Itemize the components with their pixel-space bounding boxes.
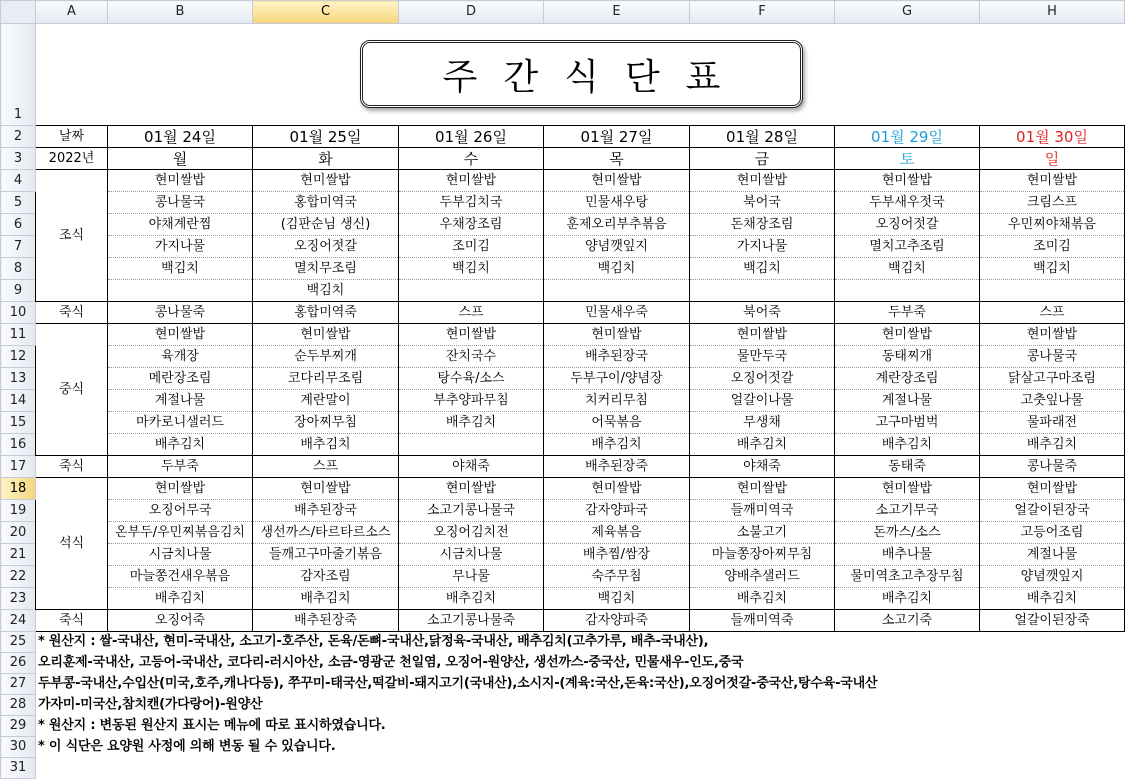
column-header-D[interactable]: D bbox=[399, 1, 544, 24]
porridge-cell[interactable]: 스프 bbox=[980, 302, 1125, 324]
menu-cell[interactable] bbox=[399, 434, 544, 456]
porridge-cell[interactable]: 콩나물죽 bbox=[980, 456, 1125, 478]
date-cell[interactable]: 01월 26일 bbox=[399, 126, 544, 148]
porridge-cell[interactable]: 두부죽 bbox=[835, 302, 980, 324]
menu-cell[interactable]: 배추김치 bbox=[108, 588, 253, 610]
porridge-cell[interactable]: 소고기죽 bbox=[835, 610, 980, 632]
row-header-26[interactable]: 26 bbox=[1, 653, 36, 674]
menu-cell[interactable]: 오징어무국 bbox=[108, 500, 253, 522]
column-header-F[interactable]: F bbox=[690, 1, 835, 24]
page-title: 주간식단표 bbox=[442, 56, 747, 98]
weekday-cell[interactable]: 월 bbox=[108, 148, 253, 170]
row-header-15[interactable]: 15 bbox=[1, 412, 36, 434]
menu-cell[interactable]: 배추김치 bbox=[399, 412, 544, 434]
menu-cell[interactable]: 감자양파국 bbox=[544, 500, 690, 522]
menu-cell[interactable]: 얼갈이된장국 bbox=[980, 500, 1125, 522]
column-header-B[interactable]: B bbox=[108, 1, 253, 24]
menu-cell[interactable]: 현미쌀밥 bbox=[544, 478, 690, 500]
menu-cell[interactable]: 현미쌀밥 bbox=[835, 170, 980, 192]
porridge-cell[interactable]: 야채죽 bbox=[690, 456, 835, 478]
menu-cell[interactable]: 육개장 bbox=[108, 346, 253, 368]
row-header-28[interactable]: 28 bbox=[1, 695, 36, 716]
date-cell[interactable]: 01월 30일 bbox=[980, 126, 1125, 148]
menu-cell[interactable]: 닭살고구마조림 bbox=[980, 368, 1125, 390]
menu-cell[interactable]: 멸치무조림 bbox=[253, 258, 399, 280]
menu-cell[interactable]: 소고기콩나물국 bbox=[399, 500, 544, 522]
row-header-3[interactable]: 3 bbox=[1, 148, 36, 170]
row-header-11[interactable]: 11 bbox=[1, 324, 36, 346]
menu-cell[interactable]: 양념깻잎지 bbox=[544, 236, 690, 258]
menu-cell[interactable]: 북어국 bbox=[690, 192, 835, 214]
date-cell[interactable]: 01월 29일 bbox=[835, 126, 980, 148]
title-box bbox=[360, 40, 803, 108]
menu-cell[interactable]: 현미쌀밥 bbox=[690, 324, 835, 346]
menu-cell[interactable] bbox=[108, 280, 253, 302]
menu-cell[interactable]: 백김치 bbox=[690, 258, 835, 280]
menu-cell[interactable]: 양념깻잎지 bbox=[980, 566, 1125, 588]
menu-cell[interactable]: 코다리무조림 bbox=[253, 368, 399, 390]
menu-cell[interactable]: 고등어조림 bbox=[980, 522, 1125, 544]
menu-cell[interactable]: 현미쌀밥 bbox=[399, 324, 544, 346]
menu-cell[interactable]: 현미쌀밥 bbox=[108, 478, 253, 500]
select-all-corner[interactable] bbox=[1, 1, 36, 24]
menu-cell[interactable]: 야채계란찜 bbox=[108, 214, 253, 236]
row-header-31[interactable]: 31 bbox=[1, 758, 36, 779]
menu-cell[interactable]: 어묵볶음 bbox=[544, 412, 690, 434]
row-header-1[interactable]: 1 bbox=[1, 24, 36, 126]
weekday-cell[interactable]: 토 bbox=[835, 148, 980, 170]
menu-cell[interactable]: 고춧잎나물 bbox=[980, 390, 1125, 412]
menu-cell[interactable]: 감자조림 bbox=[253, 566, 399, 588]
menu-cell[interactable] bbox=[690, 280, 835, 302]
row-header-22[interactable]: 22 bbox=[1, 566, 36, 588]
menu-cell[interactable]: 백김치 bbox=[253, 280, 399, 302]
menu-cell[interactable]: 치커리무침 bbox=[544, 390, 690, 412]
menu-cell[interactable]: 배추김치 bbox=[690, 434, 835, 456]
menu-cell[interactable]: 배추된장국 bbox=[253, 500, 399, 522]
row-header-30[interactable]: 30 bbox=[1, 737, 36, 758]
menu-cell[interactable]: 배추나물 bbox=[835, 544, 980, 566]
menu-cell[interactable] bbox=[544, 280, 690, 302]
menu-cell[interactable]: 백김치 bbox=[544, 258, 690, 280]
row-header-27[interactable]: 27 bbox=[1, 674, 36, 695]
menu-cell[interactable]: 현미쌀밥 bbox=[835, 478, 980, 500]
menu-cell[interactable]: 백김치 bbox=[399, 258, 544, 280]
porridge-cell[interactable]: 야채죽 bbox=[399, 456, 544, 478]
menu-cell[interactable]: 조미김 bbox=[980, 236, 1125, 258]
menu-cell[interactable]: 가지나물 bbox=[690, 236, 835, 258]
menu-cell[interactable]: 멸치고추조림 bbox=[835, 236, 980, 258]
porridge-cell[interactable]: 얼갈이된장죽 bbox=[980, 610, 1125, 632]
menu-cell[interactable]: 잔치국수 bbox=[399, 346, 544, 368]
menu-cell[interactable]: 현미쌀밥 bbox=[253, 324, 399, 346]
meal-label-lunch[interactable]: 중식 bbox=[36, 324, 108, 456]
menu-cell[interactable]: 양배추샐러드 bbox=[690, 566, 835, 588]
porridge-cell[interactable]: 동태죽 bbox=[835, 456, 980, 478]
menu-cell[interactable]: 조미김 bbox=[399, 236, 544, 258]
menu-cell[interactable]: 두부새우젓국 bbox=[835, 192, 980, 214]
menu-cell[interactable]: 메란장조림 bbox=[108, 368, 253, 390]
porridge-cell[interactable]: 들깨미역죽 bbox=[690, 610, 835, 632]
meal-label-breakfast[interactable]: 조식 bbox=[36, 170, 108, 302]
porridge-cell[interactable]: 배추된장죽 bbox=[544, 456, 690, 478]
menu-cell[interactable]: 현미쌀밥 bbox=[108, 170, 253, 192]
menu-cell[interactable]: 현미쌀밥 bbox=[980, 170, 1125, 192]
menu-cell[interactable]: 배추김치 bbox=[544, 434, 690, 456]
porridge-cell[interactable]: 스프 bbox=[253, 456, 399, 478]
menu-cell[interactable]: 배추김치 bbox=[980, 588, 1125, 610]
menu-cell[interactable]: 훈제오리부추볶음 bbox=[544, 214, 690, 236]
menu-cell[interactable]: 동태찌개 bbox=[835, 346, 980, 368]
column-header-H[interactable]: H bbox=[980, 1, 1125, 24]
date-label-cell[interactable]: 날짜 bbox=[36, 126, 108, 148]
row-header-4[interactable]: 4 bbox=[1, 170, 36, 192]
menu-cell[interactable]: 현미쌀밥 bbox=[544, 170, 690, 192]
menu-cell[interactable]: 백김치 bbox=[980, 258, 1125, 280]
row-header-23[interactable]: 23 bbox=[1, 588, 36, 610]
row-header-18[interactable]: 18 bbox=[1, 478, 36, 500]
menu-cell[interactable]: 마늘쫑건새우볶음 bbox=[108, 566, 253, 588]
menu-cell[interactable]: 민물새우탕 bbox=[544, 192, 690, 214]
row-header-8[interactable]: 8 bbox=[1, 258, 36, 280]
menu-cell[interactable] bbox=[980, 280, 1125, 302]
row-header-19[interactable]: 19 bbox=[1, 500, 36, 522]
menu-cell[interactable]: 계절나물 bbox=[980, 544, 1125, 566]
meal-label-porridge1[interactable]: 죽식 bbox=[36, 302, 108, 324]
origin-note-line[interactable]: 오리훈제-국내산, 고등어-국내산, 코다리-러시아산, 소금-영광군 천일염, 오징어-원양산, 생선까스-중국산, 민물새우-인도,중국 bbox=[38, 655, 744, 670]
meal-label-porridge2[interactable]: 죽식 bbox=[36, 456, 108, 478]
meal-label-dinner[interactable]: 석식 bbox=[36, 478, 108, 610]
menu-cell[interactable]: 배추김치 bbox=[108, 434, 253, 456]
row-header-29[interactable]: 29 bbox=[1, 716, 36, 737]
menu-cell[interactable]: 마카로니샐러드 bbox=[108, 412, 253, 434]
menu-cell[interactable]: 홍합미역국 bbox=[253, 192, 399, 214]
column-header-C[interactable]: C bbox=[253, 1, 399, 24]
menu-cell[interactable]: (김판순님 생신) bbox=[253, 214, 399, 236]
menu-cell[interactable]: 소고기무국 bbox=[835, 500, 980, 522]
menu-cell[interactable]: 돈채장조림 bbox=[690, 214, 835, 236]
row-header-9[interactable]: 9 bbox=[1, 280, 36, 302]
menu-cell[interactable]: 배추김치 bbox=[399, 588, 544, 610]
menu-cell[interactable]: 현미쌀밥 bbox=[980, 478, 1125, 500]
menu-cell[interactable]: 무생채 bbox=[690, 412, 835, 434]
menu-cell[interactable]: 장아찌무침 bbox=[253, 412, 399, 434]
porridge-cell[interactable]: 민물새우죽 bbox=[544, 302, 690, 324]
row-header-25[interactable]: 25 bbox=[1, 632, 36, 653]
menu-cell[interactable]: 현미쌀밥 bbox=[399, 170, 544, 192]
date-cell[interactable]: 01월 27일 bbox=[544, 126, 690, 148]
column-header-G[interactable]: G bbox=[835, 1, 980, 24]
origin-note-line[interactable]: * 원산지 : 쌀-국내산, 현미-국내산, 소고기-호주산, 돈육/돈뼈-국내산,닭정육-국내산, 배추김치(고추가루, 배추-국내산), bbox=[38, 634, 709, 650]
menu-cell[interactable]: 현미쌀밥 bbox=[253, 170, 399, 192]
menu-cell[interactable]: 물미역초고추장무침 bbox=[835, 566, 980, 588]
row-header-10[interactable]: 10 bbox=[1, 302, 36, 324]
row-header-12[interactable]: 12 bbox=[1, 346, 36, 368]
menu-cell[interactable]: 오징어젓갈 bbox=[835, 214, 980, 236]
column-header-A[interactable]: A bbox=[36, 1, 108, 24]
menu-cell[interactable]: 백김치 bbox=[544, 588, 690, 610]
menu-cell[interactable]: 탕수육/소스 bbox=[399, 368, 544, 390]
porridge-cell[interactable]: 두부죽 bbox=[108, 456, 253, 478]
menu-cell[interactable]: 돈까스/소스 bbox=[835, 522, 980, 544]
row-header-17[interactable]: 17 bbox=[1, 456, 36, 478]
porridge-cell[interactable]: 배추된장죽 bbox=[253, 610, 399, 632]
row-header-2[interactable]: 2 bbox=[1, 126, 36, 148]
origin-note-line[interactable]: 가자미-미국산,참치캔(가다랑어)-원양산 bbox=[38, 697, 263, 712]
menu-cell[interactable] bbox=[835, 280, 980, 302]
menu-cell[interactable]: 두부구이/양념장 bbox=[544, 368, 690, 390]
menu-cell[interactable]: 배추김치 bbox=[253, 434, 399, 456]
weekday-cell[interactable]: 목 bbox=[544, 148, 690, 170]
menu-cell[interactable]: 현미쌀밥 bbox=[399, 478, 544, 500]
menu-cell[interactable]: 시금치나물 bbox=[399, 544, 544, 566]
menu-cell[interactable]: 계절나물 bbox=[835, 390, 980, 412]
porridge-cell[interactable]: 스프 bbox=[399, 302, 544, 324]
menu-cell[interactable]: 현미쌀밥 bbox=[835, 324, 980, 346]
menu-cell[interactable]: 콩나물국 bbox=[980, 346, 1125, 368]
menu-cell[interactable]: 얼갈이나물 bbox=[690, 390, 835, 412]
menu-cell[interactable] bbox=[399, 280, 544, 302]
row-header-5[interactable]: 5 bbox=[1, 192, 36, 214]
menu-cell[interactable]: 현미쌀밥 bbox=[690, 478, 835, 500]
empty-row[interactable] bbox=[36, 758, 1125, 779]
row-header-21[interactable]: 21 bbox=[1, 544, 36, 566]
menu-cell[interactable]: 계란장조림 bbox=[835, 368, 980, 390]
menu-cell[interactable]: 무나물 bbox=[399, 566, 544, 588]
column-header-E[interactable]: E bbox=[544, 1, 690, 24]
menu-cell[interactable]: 생선까스/타르타르소스 bbox=[253, 522, 399, 544]
menu-cell[interactable]: 두부김치국 bbox=[399, 192, 544, 214]
origin-note-line[interactable]: 두부콩-국내산,수입산(미국,호주,캐나다등), 쭈꾸미-태국산,떡갈비-돼지고기(국내산),소시지-(계육:국산,돈육:국산),오징어젓갈-중국산,탕수육-국내산 bbox=[38, 676, 878, 691]
origin-note-line[interactable]: * 원산지 : 변동된 원산지 표시는 메뉴에 따로 표시하였습니다. bbox=[38, 718, 386, 733]
menu-cell[interactable]: 소불고기 bbox=[690, 522, 835, 544]
menu-cell[interactable]: 물파래전 bbox=[980, 412, 1125, 434]
weekday-cell[interactable]: 일 bbox=[980, 148, 1125, 170]
menu-cell[interactable]: 현미쌀밥 bbox=[544, 324, 690, 346]
row-header-14[interactable]: 14 bbox=[1, 390, 36, 412]
year-label-cell[interactable]: 2022년 bbox=[36, 148, 108, 170]
menu-cell[interactable]: 시금치나물 bbox=[108, 544, 253, 566]
porridge-cell[interactable]: 북어죽 bbox=[690, 302, 835, 324]
menu-cell[interactable]: 오징어젓갈 bbox=[690, 368, 835, 390]
menu-cell[interactable]: 현미쌀밥 bbox=[980, 324, 1125, 346]
menu-cell[interactable]: 마늘쫑장아찌무침 bbox=[690, 544, 835, 566]
row-header-7[interactable]: 7 bbox=[1, 236, 36, 258]
row-header-24[interactable]: 24 bbox=[1, 610, 36, 632]
origin-note-line[interactable]: * 이 식단은 요양원 사정에 의해 변동 될 수 있습니다. bbox=[38, 739, 336, 754]
porridge-cell[interactable]: 감자양파죽 bbox=[544, 610, 690, 632]
row-header-20[interactable]: 20 bbox=[1, 522, 36, 544]
menu-cell[interactable]: 계란말이 bbox=[253, 390, 399, 412]
menu-cell[interactable]: 백김치 bbox=[108, 258, 253, 280]
date-cell[interactable]: 01월 25일 bbox=[253, 126, 399, 148]
row-header-16[interactable]: 16 bbox=[1, 434, 36, 456]
row-header-6[interactable]: 6 bbox=[1, 214, 36, 236]
meal-label-porridge3[interactable]: 죽식 bbox=[36, 610, 108, 632]
menu-cell[interactable]: 숙주무침 bbox=[544, 566, 690, 588]
menu-cell[interactable]: 백김치 bbox=[835, 258, 980, 280]
menu-cell[interactable]: 오징어젓갈 bbox=[253, 236, 399, 258]
menu-cell[interactable]: 가지나물 bbox=[108, 236, 253, 258]
menu-cell[interactable]: 현미쌀밥 bbox=[253, 478, 399, 500]
menu-cell[interactable]: 오징어김치전 bbox=[399, 522, 544, 544]
menu-cell[interactable]: 온부두/우민찌볶음김치 bbox=[108, 522, 253, 544]
menu-cell[interactable]: 배추김치 bbox=[253, 588, 399, 610]
weekday-cell[interactable]: 금 bbox=[690, 148, 835, 170]
menu-cell[interactable]: 들깨고구마줄기볶음 bbox=[253, 544, 399, 566]
menu-cell[interactable]: 배추김치 bbox=[835, 588, 980, 610]
row-header-13[interactable]: 13 bbox=[1, 368, 36, 390]
porridge-cell[interactable]: 오징어죽 bbox=[108, 610, 253, 632]
menu-cell[interactable]: 배추찜/쌈장 bbox=[544, 544, 690, 566]
menu-cell[interactable]: 물만두국 bbox=[690, 346, 835, 368]
menu-cell[interactable]: 배추김치 bbox=[835, 434, 980, 456]
weekday-cell[interactable]: 수 bbox=[399, 148, 544, 170]
menu-cell[interactable]: 콩나물국 bbox=[108, 192, 253, 214]
menu-cell[interactable]: 우채장조림 bbox=[399, 214, 544, 236]
menu-cell[interactable]: 우민찌야채볶음 bbox=[980, 214, 1125, 236]
porridge-cell[interactable]: 홍합미역죽 bbox=[253, 302, 399, 324]
weekday-cell[interactable]: 화 bbox=[253, 148, 399, 170]
date-cell[interactable]: 01월 24일 bbox=[108, 126, 253, 148]
menu-cell[interactable]: 배추김치 bbox=[690, 588, 835, 610]
menu-cell[interactable]: 순두부찌개 bbox=[253, 346, 399, 368]
menu-cell[interactable]: 들깨미역국 bbox=[690, 500, 835, 522]
menu-cell[interactable]: 크림스프 bbox=[980, 192, 1125, 214]
menu-cell[interactable]: 부추양파무침 bbox=[399, 390, 544, 412]
menu-cell[interactable]: 제육볶음 bbox=[544, 522, 690, 544]
menu-cell[interactable]: 현미쌀밥 bbox=[690, 170, 835, 192]
menu-cell[interactable]: 계절나물 bbox=[108, 390, 253, 412]
menu-cell[interactable]: 배추된장국 bbox=[544, 346, 690, 368]
porridge-cell[interactable]: 콩나물죽 bbox=[108, 302, 253, 324]
menu-cell[interactable]: 배추김치 bbox=[980, 434, 1125, 456]
date-cell[interactable]: 01월 28일 bbox=[690, 126, 835, 148]
porridge-cell[interactable]: 소고기콩나물죽 bbox=[399, 610, 544, 632]
menu-cell[interactable]: 현미쌀밥 bbox=[108, 324, 253, 346]
menu-cell[interactable]: 고구마범벅 bbox=[835, 412, 980, 434]
